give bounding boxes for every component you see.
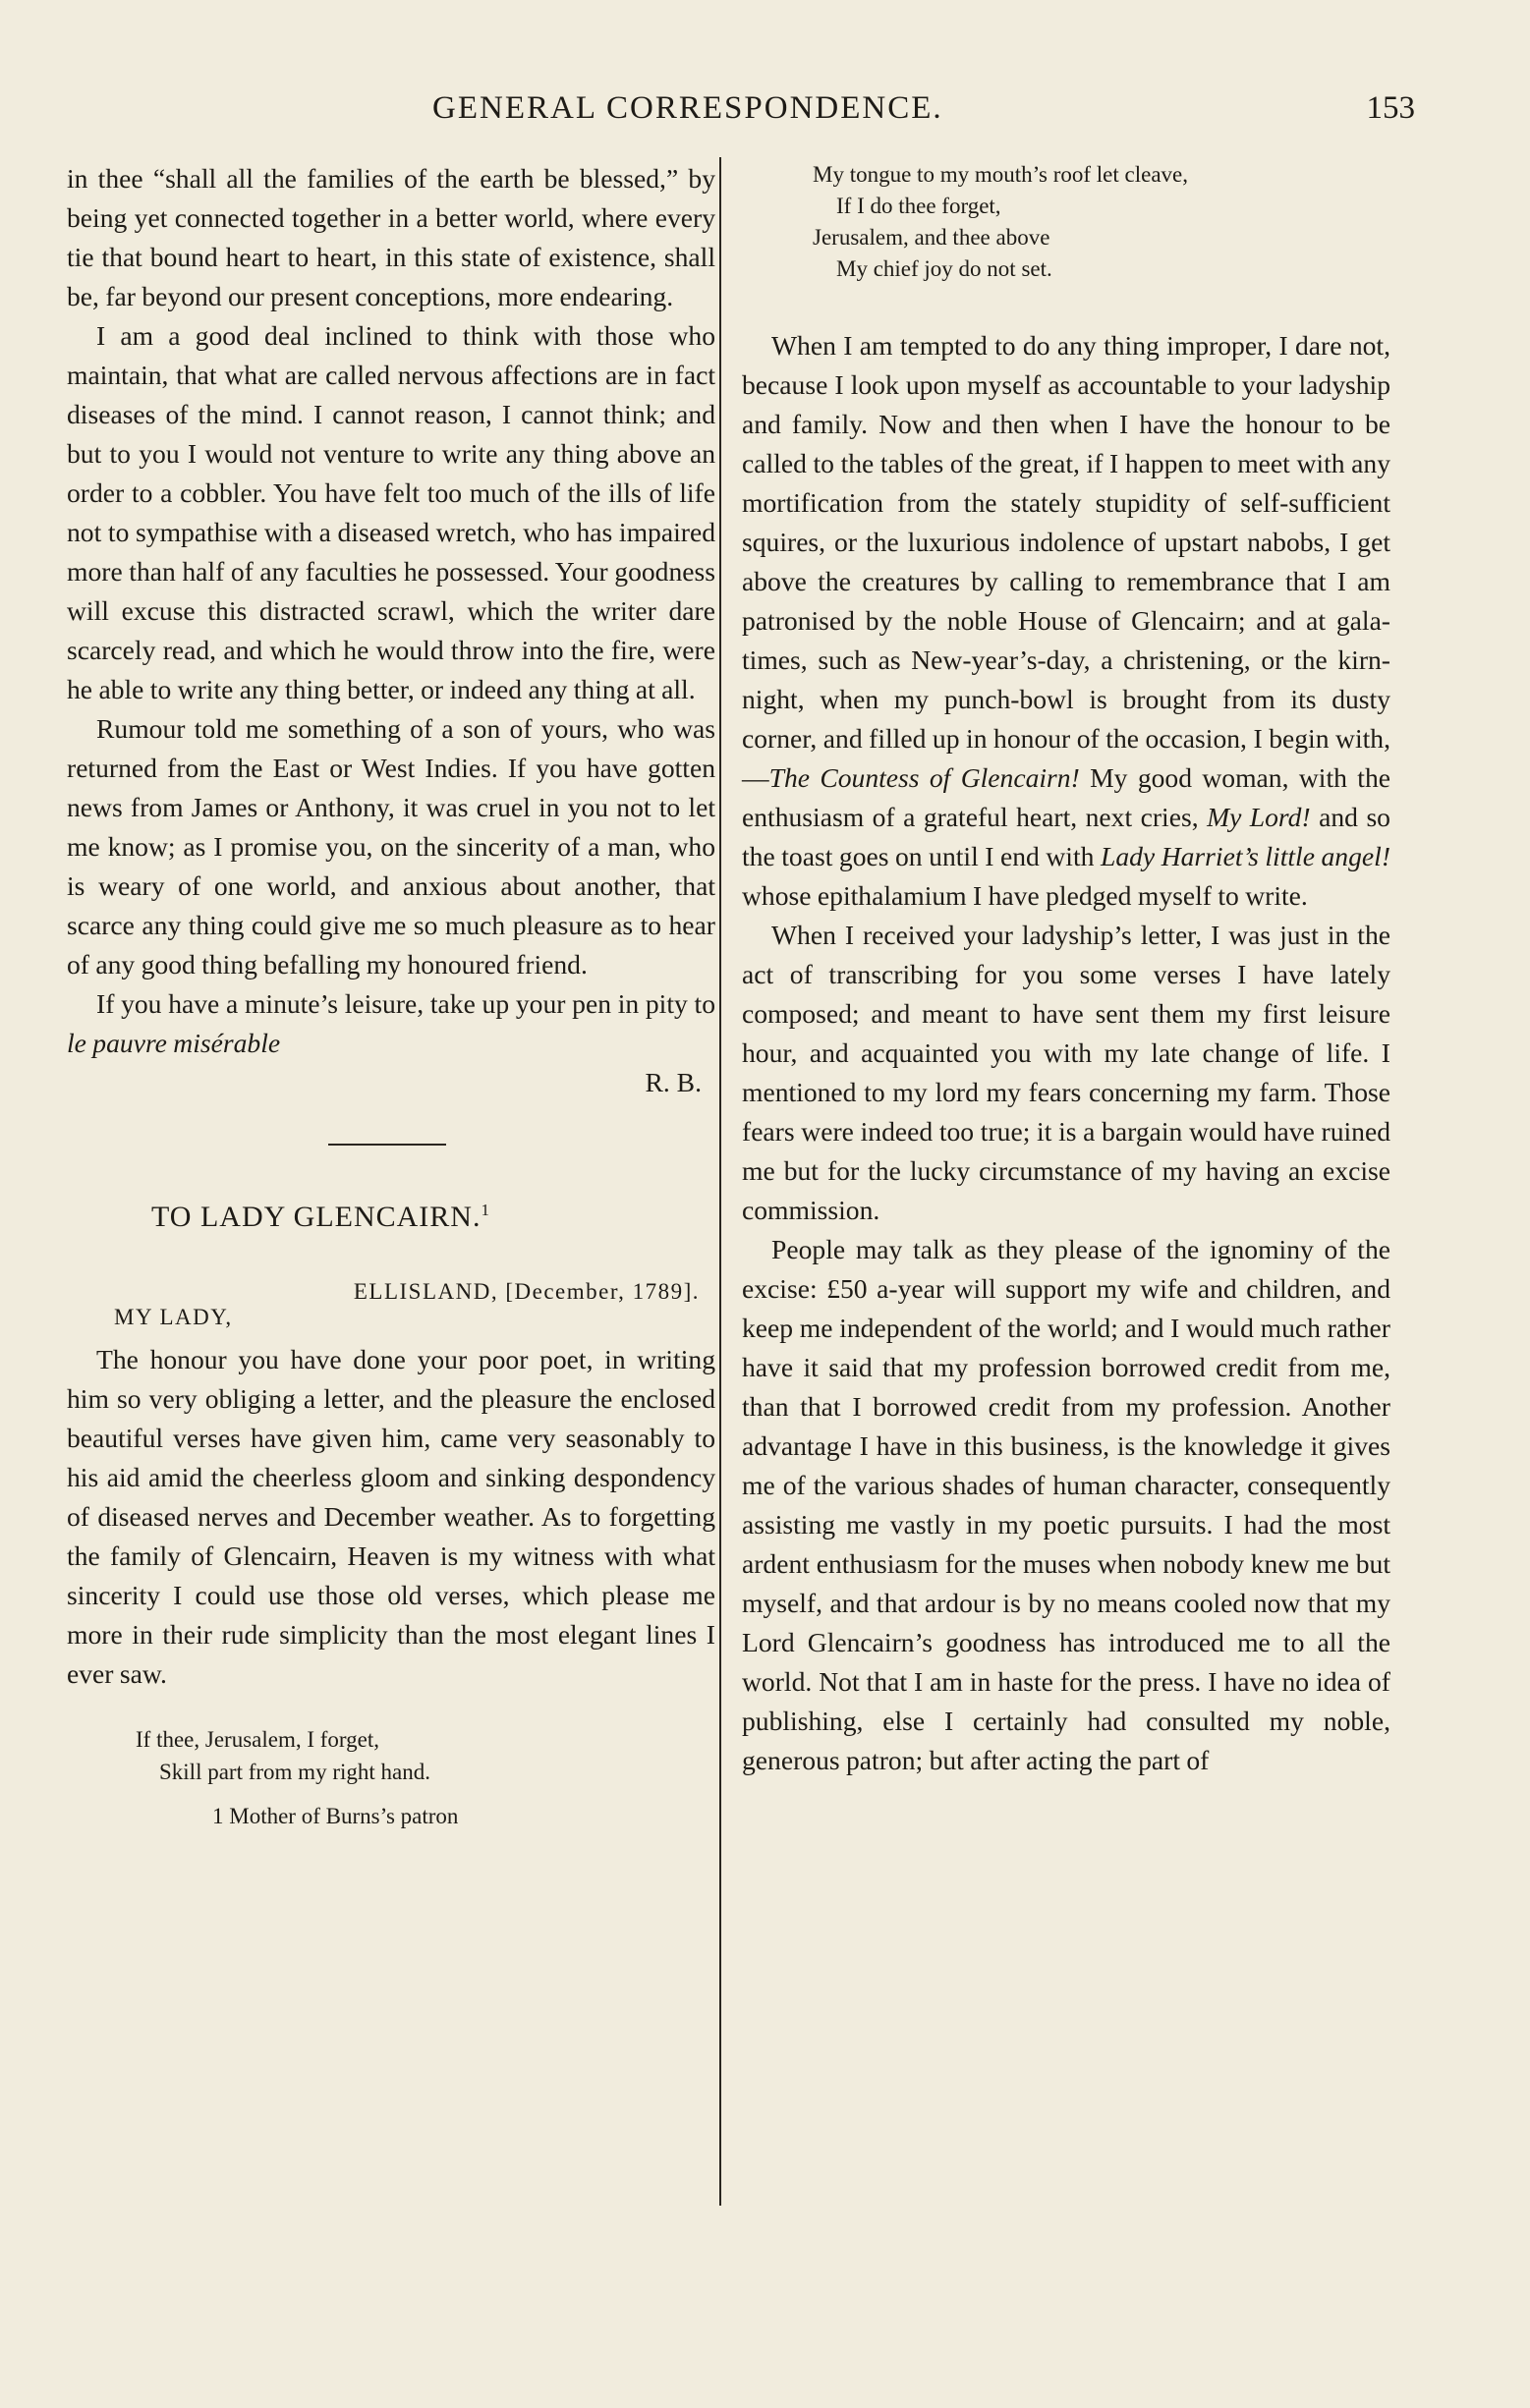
italic-phrase: le pauvre misérable xyxy=(67,1028,281,1058)
letter-title-text: TO LADY GLENCAIRN. xyxy=(151,1201,482,1233)
spacer xyxy=(742,285,1390,326)
verse-line: My tongue to my mouth’s roof let cleave, xyxy=(813,162,1188,187)
paragraph-text: If you have a minute’s leisure, take up your pen in pity to xyxy=(96,988,715,1019)
paragraph-text: When I am tempted to do any thing improper, I dare not, because I look upon myself as accountable to your ladyship and family. Now and then when I have the honour to be called to the tables of the great, if I happen to meet with any mortification from the stately stupidity of self-sufficient squires, or the luxurious indolence of upstart nabobs, I get above the creatures by calling to remembrance that I am patronised by the noble House of Glencairn; and at gala-times, such as New-year’s-day, a christening, or the kirn-night, when my punch-bowl is brought from its dusty corner, and filled up in honour of the occasion, I begin with,— xyxy=(742,330,1390,793)
paragraph: When I received your ladyship’s letter, I was just in the act of transcribing for you some verses I have lately composed; and meant to have sent them my first leisure hour, and acquainted you with my late change of life. I mentioned to my lord my fears concerning my farm. Those fears were indeed too true; it is a bargain would have ruined me but for the lucky circumstance of my having an excise commission. xyxy=(742,920,1390,1225)
verse-line: Jerusalem, and thee above xyxy=(813,225,1050,250)
paragraph: Rumour told me something of a son of yours, who was returned from the East or West Indies. If you have gotten news from James or Anthony, it was cruel in you not to let me know; as I promise you, on the sincerity of a man, who is weary of one world, and anxious about another, that scarce any thing could give me so much pleasure as to hear of any good thing befalling my honoured friend. xyxy=(67,713,715,980)
verse-line: If thee, Jerusalem, I forget, xyxy=(136,1727,380,1752)
section-divider xyxy=(328,1144,446,1146)
left-column xyxy=(67,159,715,1829)
paragraph xyxy=(67,984,715,1063)
footnote: 1 Mother of Burns’s patron xyxy=(212,1804,459,1828)
verse-line: My chief joy do not set. xyxy=(836,256,1052,281)
page-header xyxy=(432,90,1415,134)
paragraph: I am a good deal inclined to think with those who maintain, that what are called nervous affections are in fact diseases of the mind. I cannot reason, I cannot think; and but to you I would not venture to write any thing above an order to a cobbler. You have felt too much of the ills of life not to sympathise with a diseased wretch, who has impaired more than half of any faculties he possessed. Your goodness will excuse this distracted scrawl, which the writer dare scarcely read, and which he would throw into the fire, were he able to write any thing better, or indeed any thing at all. xyxy=(67,320,715,704)
footnote-marker: 1 xyxy=(481,1201,490,1219)
salutation: MY LADY, xyxy=(114,1305,233,1329)
italic-phrase: Lady Harriet’s little angel! xyxy=(1100,841,1391,871)
paragraph xyxy=(742,326,1390,916)
dateline: ELLISLAND, [December, 1789]. xyxy=(353,1279,700,1304)
paragraph-text: and so the toast goes on until I end with xyxy=(742,802,1390,871)
verse-line: If I do thee forget, xyxy=(836,194,1001,218)
signature: R. B. xyxy=(645,1067,702,1097)
paragraph-text: My good woman, with the enthusiasm of a grateful heart, next cries, xyxy=(742,762,1390,832)
paragraph: The honour you have done your poor poet, in writing him so very obliging a letter, and the pleasure the enclosed beautiful verses have given him, came very seasonably to his aid amid the cheerless gloom and sinking despondency of diseased nerves and December weather. As to forgetting the family of Glencairn, Heaven is my witness with what sincerity I could use those old verses, which please me more in their rude simplicity than the most elegant lines I ever saw. xyxy=(67,1344,715,1689)
right-column xyxy=(742,159,1390,1780)
column-divider xyxy=(719,157,721,2206)
verse-block xyxy=(136,1723,715,1788)
verse-block xyxy=(813,159,1390,285)
paragraph-text: whose epithalamium I have pledged myself to write. xyxy=(742,880,1308,911)
running-title: GENERAL CORRESPONDENCE. xyxy=(432,90,943,126)
paragraph: in thee “shall all the families of the earth be blessed,” by being yet connected together in a better world, where every tie that bound heart to heart, in this state of existence, shall be, far beyond our present conceptions, more endearing. xyxy=(67,163,715,311)
letter-title xyxy=(151,1201,715,1234)
paragraph: People may talk as they please of the ignominy of the excise: £50 a-year will support my wife and children, and keep me independent of the world; and I would much rather have it said that my profession borrowed credit from me, than that I borrowed credit from my profession. Another advantage I have in this business, is the knowledge it gives me of the various shades of human character, consequently assisting me vastly in my poetic pursuits. I had the most ardent enthusiasm for the muses when nobody knew me but myself, and that ardour is by no means cooled now that my Lord Glencairn’s goodness has introduced me to all the world. Not that I am in haste for the press. I have no idea of publishing, else I certainly had consulted my noble, generous patron; but after acting the part of xyxy=(742,1234,1390,1775)
page-number: 153 xyxy=(1366,90,1415,126)
italic-phrase: My Lord! xyxy=(1207,802,1311,832)
verse-line: Skill part from my right hand. xyxy=(159,1760,430,1784)
italic-phrase: The Countess of Glencairn! xyxy=(768,762,1080,793)
